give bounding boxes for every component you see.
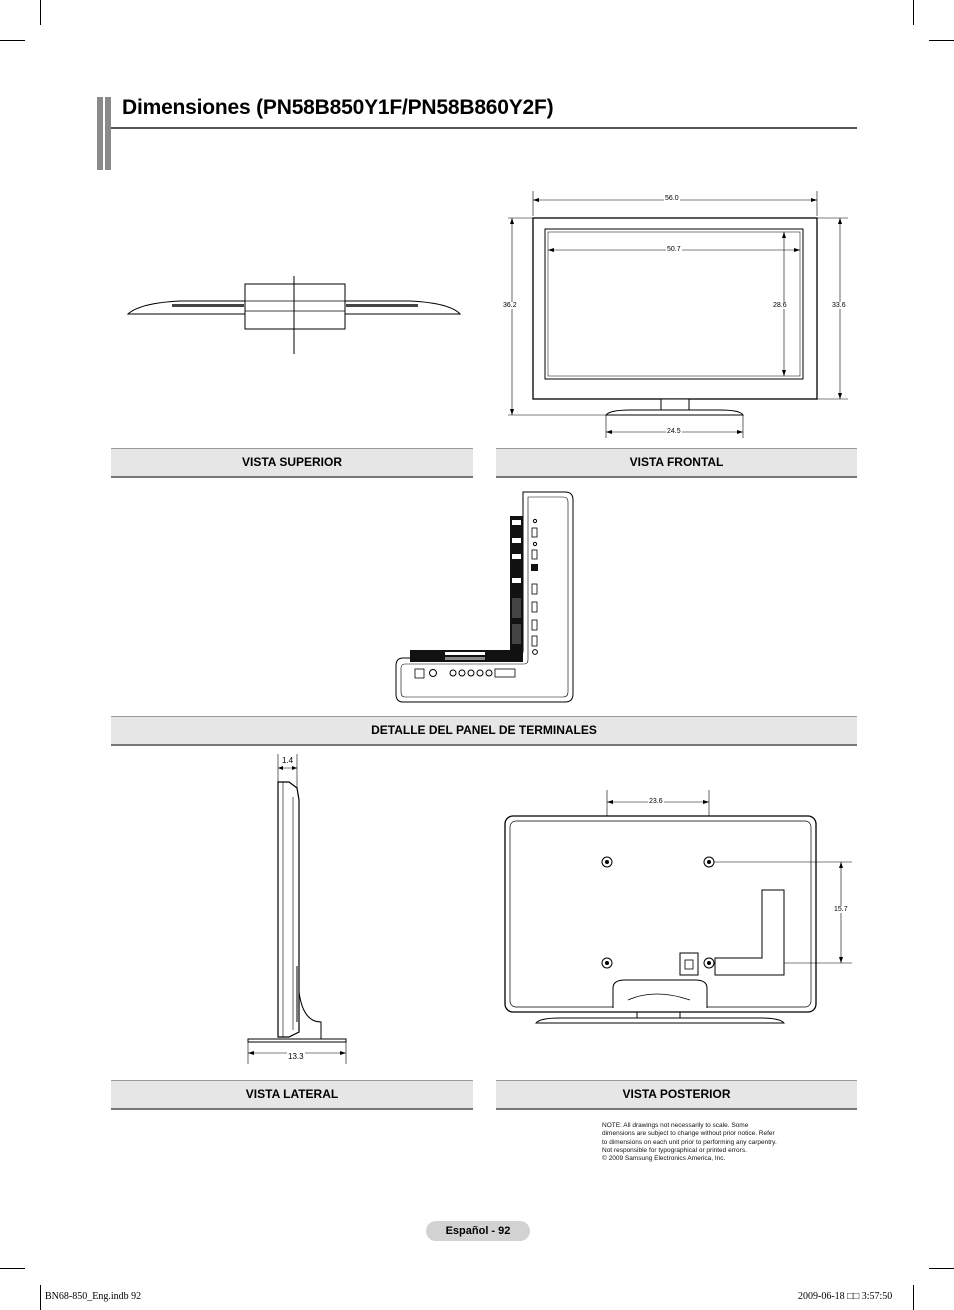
dim-screen-height: 28.6 bbox=[773, 302, 787, 309]
dim-stand-depth: 13.3 bbox=[288, 1052, 304, 1061]
side-view-drawing bbox=[243, 752, 351, 1067]
dim-side-depth: 1.4 bbox=[282, 756, 294, 765]
crop-mark bbox=[929, 40, 954, 41]
footer-file: BN68-850_Eng.indb 92 bbox=[45, 1291, 142, 1302]
top-view-drawing bbox=[120, 270, 470, 360]
crop-mark bbox=[40, 0, 41, 25]
crop-mark bbox=[0, 40, 25, 41]
title-accent-bar bbox=[97, 97, 103, 170]
page-number: Español - 92 bbox=[426, 1221, 530, 1241]
dim-screen-width: 50.7 bbox=[667, 246, 681, 253]
crop-mark bbox=[929, 1268, 954, 1269]
disclaimer-note bbox=[602, 1122, 777, 1163]
label-vista-frontal: VISTA FRONTAL bbox=[496, 448, 857, 478]
label-vista-posterior: VISTA POSTERIOR bbox=[496, 1080, 857, 1110]
note-text: NOTE: All drawings not necessarily to scale. Some dimensions are subject to change without prior notice. Refer to dimensions on each unit prior to performing any carpentry. Not responsible for typographical or printed errors. bbox=[602, 1122, 777, 1154]
footer-timestamp: 2009-06-18 □□ 3:57:50 bbox=[798, 1291, 893, 1302]
label-terminal-detail: DETALLE DEL PANEL DE TERMINALES bbox=[111, 716, 857, 746]
crop-mark bbox=[913, 1285, 914, 1310]
rear-view-drawing bbox=[500, 788, 855, 1038]
dim-hole-spacing-v: 15.7 bbox=[834, 906, 848, 913]
label-vista-lateral: VISTA LATERAL bbox=[111, 1080, 473, 1110]
terminal-panel-drawing bbox=[395, 490, 575, 705]
dim-overall-height: 36.2 bbox=[503, 302, 517, 309]
dim-body-height: 33.6 bbox=[832, 302, 846, 309]
title-underline bbox=[111, 127, 857, 129]
crop-mark bbox=[913, 0, 914, 25]
crop-mark bbox=[0, 1268, 25, 1269]
page-title: Dimensiones (PN58B850Y1F/PN58B860Y2F) bbox=[122, 96, 554, 119]
front-view-drawing bbox=[500, 188, 855, 440]
title-accent-bar bbox=[105, 97, 111, 170]
copyright-text: © 2009 Samsung Electronics America, Inc. bbox=[602, 1155, 726, 1163]
label-vista-superior: VISTA SUPERIOR bbox=[111, 448, 473, 478]
crop-mark bbox=[40, 1285, 41, 1310]
dim-stand-width: 24.5 bbox=[667, 428, 681, 435]
dim-hole-spacing-h: 23.6 bbox=[649, 798, 663, 805]
dim-overall-width: 56.0 bbox=[665, 195, 679, 202]
